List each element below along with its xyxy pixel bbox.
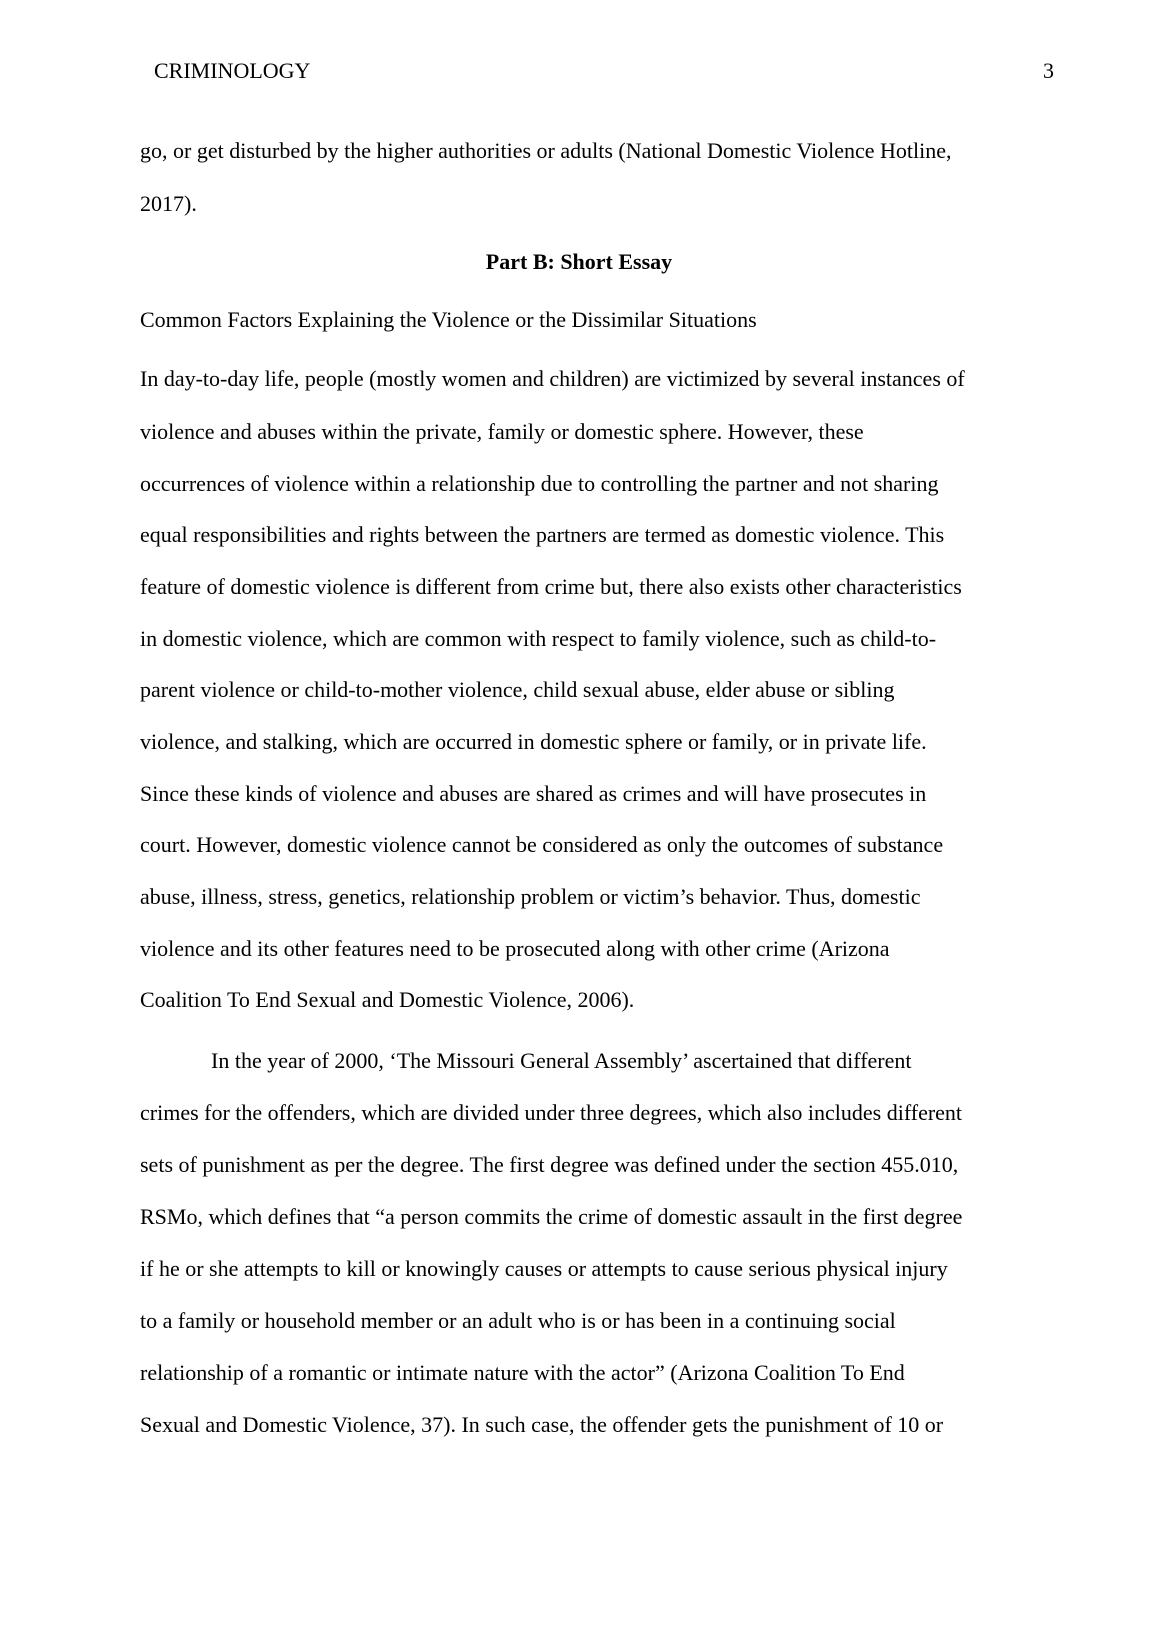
paragraph-line: in domestic violence, which are common with respect to family violence, such as child-to- — [140, 626, 937, 651]
running-head: CRIMINOLOGY — [154, 58, 311, 83]
paragraph-line: In the year of 2000, ‘The Missouri General Assembly’ ascertained that different — [211, 1048, 912, 1073]
continuation-line: 2017). — [140, 191, 197, 216]
paragraph-line: feature of domestic violence is different from crime but, there also exists other characteristics — [140, 574, 962, 599]
paragraph-line: RSMo, which defines that “a person commits the crime of domestic assault in the first degree — [140, 1204, 963, 1229]
paragraph-line: Coalition To End Sexual and Domestic Violence, 2006). — [140, 987, 635, 1012]
paragraph-line: violence, and stalking, which are occurred in domestic sphere or family, or in private life. — [140, 729, 927, 754]
section-heading: Part B: Short Essay — [485, 249, 673, 274]
paragraph-line: Since these kinds of violence and abuses are shared as crimes and will have prosecutes in — [140, 781, 927, 806]
paragraph-line: to a family or household member or an adult who is or has been in a continuing social — [140, 1308, 896, 1333]
page-number: 3 — [1043, 58, 1054, 83]
subheading: Common Factors Explaining the Violence or the Dissimilar Situations — [140, 307, 757, 332]
paragraph-line: equal responsibilities and rights between the partners are termed as domestic violence. This — [140, 522, 945, 547]
paragraph-line: In day-to-day life, people (mostly women and children) are victimized by several instances of — [140, 366, 965, 391]
paragraph-line: Sexual and Domestic Violence, 37). In such case, the offender gets the punishment of 10 or — [140, 1412, 944, 1437]
paragraph-line: violence and abuses within the private, family or domestic sphere. However, these — [140, 419, 864, 444]
paragraph-line: court. However, domestic violence cannot be considered as only the outcomes of substance — [140, 832, 944, 857]
paragraph-line: if he or she attempts to kill or knowingly causes or attempts to cause serious physical injury — [140, 1256, 948, 1281]
continuation-line: go, or get disturbed by the higher authorities or adults (National Domestic Violence Hotline, — [140, 138, 952, 163]
paragraph-line: relationship of a romantic or intimate nature with the actor” (Arizona Coalition To End — [140, 1360, 905, 1385]
paragraph-line: sets of punishment as per the degree. The first degree was defined under the section 455.010, — [140, 1152, 959, 1177]
paragraph-line: parent violence or child-to-mother violence, child sexual abuse, elder abuse or sibling — [140, 677, 895, 702]
paragraph-line: violence and its other features need to be prosecuted along with other crime (Arizona — [140, 936, 890, 961]
paragraph-line: crimes for the offenders, which are divided under three degrees, which also includes different — [140, 1100, 963, 1125]
paragraph-line: occurrences of violence within a relationship due to controlling the partner and not sharing — [140, 471, 939, 496]
paragraph-line: abuse, illness, stress, genetics, relationship problem or victim’s behavior. Thus, domestic — [140, 884, 921, 909]
